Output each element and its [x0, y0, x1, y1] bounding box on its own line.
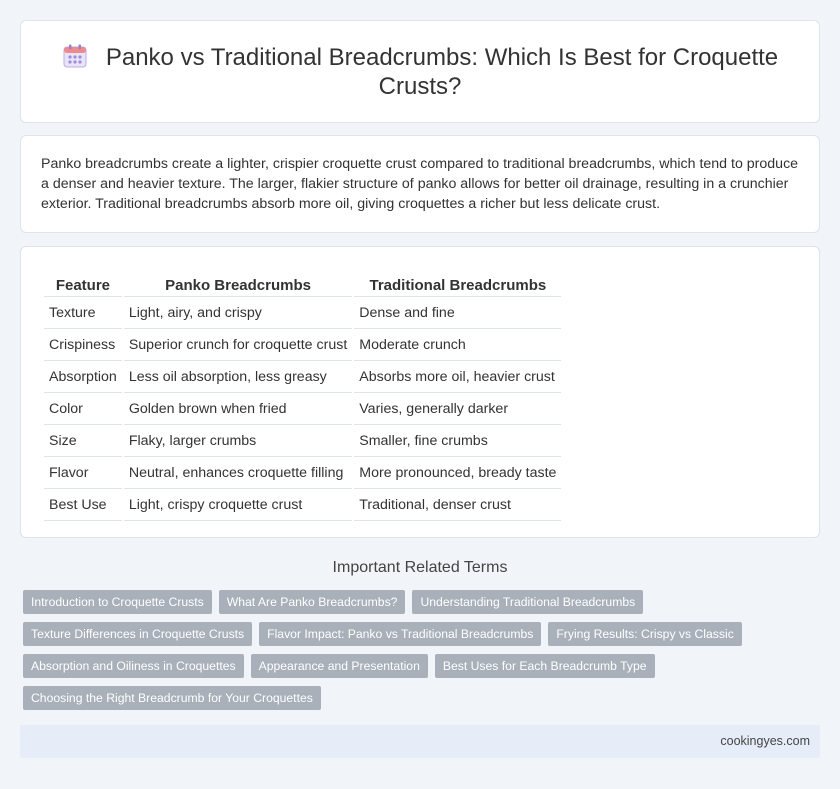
feature-cell: Crispiness: [44, 331, 122, 361]
feature-cell: Best Use: [44, 491, 122, 521]
tag-row: [23, 686, 823, 710]
panko-cell: Golden brown when fried: [124, 395, 352, 425]
feature-cell: Texture: [44, 299, 122, 329]
column-header: Traditional Breadcrumbs: [354, 273, 561, 297]
panko-cell: Superior crunch for croquette crust: [124, 331, 352, 361]
traditional-cell: Traditional, denser crust: [354, 491, 561, 521]
panko-cell: Less oil absorption, less greasy: [124, 363, 352, 393]
comparison-table: [42, 271, 563, 523]
feature-cell: Flavor: [44, 459, 122, 489]
column-header: Feature: [44, 273, 122, 297]
table-row: [44, 459, 561, 489]
table-row: [44, 427, 561, 457]
panko-cell: Neutral, enhances croquette filling: [124, 459, 352, 489]
tag-row: [23, 654, 823, 678]
related-term-tag[interactable]: Best Uses for Each Breadcrumb Type: [435, 654, 655, 678]
table-row: [44, 331, 561, 361]
tag-row: [23, 622, 823, 646]
panko-cell: Light, crispy croquette crust: [124, 491, 352, 521]
feature-cell: Size: [44, 427, 122, 457]
traditional-cell: Moderate crunch: [354, 331, 561, 361]
table-row: [44, 395, 561, 425]
related-terms-heading: Important Related Terms: [332, 559, 508, 576]
feature-cell: Absorption: [44, 363, 122, 393]
related-term-tag[interactable]: Understanding Traditional Breadcrumbs: [412, 590, 643, 614]
related-term-tag[interactable]: What Are Panko Breadcrumbs?: [219, 590, 406, 614]
related-term-tag[interactable]: Frying Results: Crispy vs Classic: [548, 622, 741, 646]
table-row: [44, 363, 561, 393]
calendar-icon: [62, 43, 88, 69]
title-card: [20, 20, 820, 123]
intro-card: [20, 135, 820, 233]
site-name[interactable]: cookingyes.com: [720, 734, 810, 748]
feature-cell: Color: [44, 395, 122, 425]
page-title-wrap: [61, 43, 779, 101]
intro-paragraph: Panko breadcrumbs create a lighter, crispier croquette crust compared to traditional breadcrumbs, which tend to produce a denser and heavier texture. The larger, flakier structure of panko allows for better oil drainage, resulting in a crunchier exterior. Traditional breadcrumbs absorb more oil, giving croquettes a richer but less delicate crust.: [41, 156, 799, 212]
table-row: [44, 491, 561, 521]
tag-row: [23, 590, 823, 614]
related-term-tag[interactable]: Absorption and Oiliness in Croquettes: [23, 654, 244, 678]
related-terms-tags: [23, 590, 823, 718]
related-term-tag[interactable]: Appearance and Presentation: [251, 654, 428, 678]
table-header-row: [44, 273, 561, 297]
comparison-table-card: [20, 246, 820, 538]
related-term-tag[interactable]: Introduction to Croquette Crusts: [23, 590, 212, 614]
panko-cell: Flaky, larger crumbs: [124, 427, 352, 457]
panko-cell: Light, airy, and crispy: [124, 299, 352, 329]
page-title: Panko vs Traditional Breadcrumbs: Which Is Best for Croquette Crusts?: [105, 43, 779, 100]
footer: [20, 725, 820, 758]
related-term-tag[interactable]: Texture Differences in Croquette Crusts: [23, 622, 252, 646]
related-term-tag[interactable]: Flavor Impact: Panko vs Traditional Breadcrumbs: [259, 622, 541, 646]
column-header: Panko Breadcrumbs: [124, 273, 352, 297]
traditional-cell: More pronounced, bready taste: [354, 459, 561, 489]
traditional-cell: Varies, generally darker: [354, 395, 561, 425]
traditional-cell: Dense and fine: [354, 299, 561, 329]
traditional-cell: Smaller, fine crumbs: [354, 427, 561, 457]
traditional-cell: Absorbs more oil, heavier crust: [354, 363, 561, 393]
table-row: [44, 299, 561, 329]
related-term-tag[interactable]: Choosing the Right Breadcrumb for Your Croquettes: [23, 686, 321, 710]
